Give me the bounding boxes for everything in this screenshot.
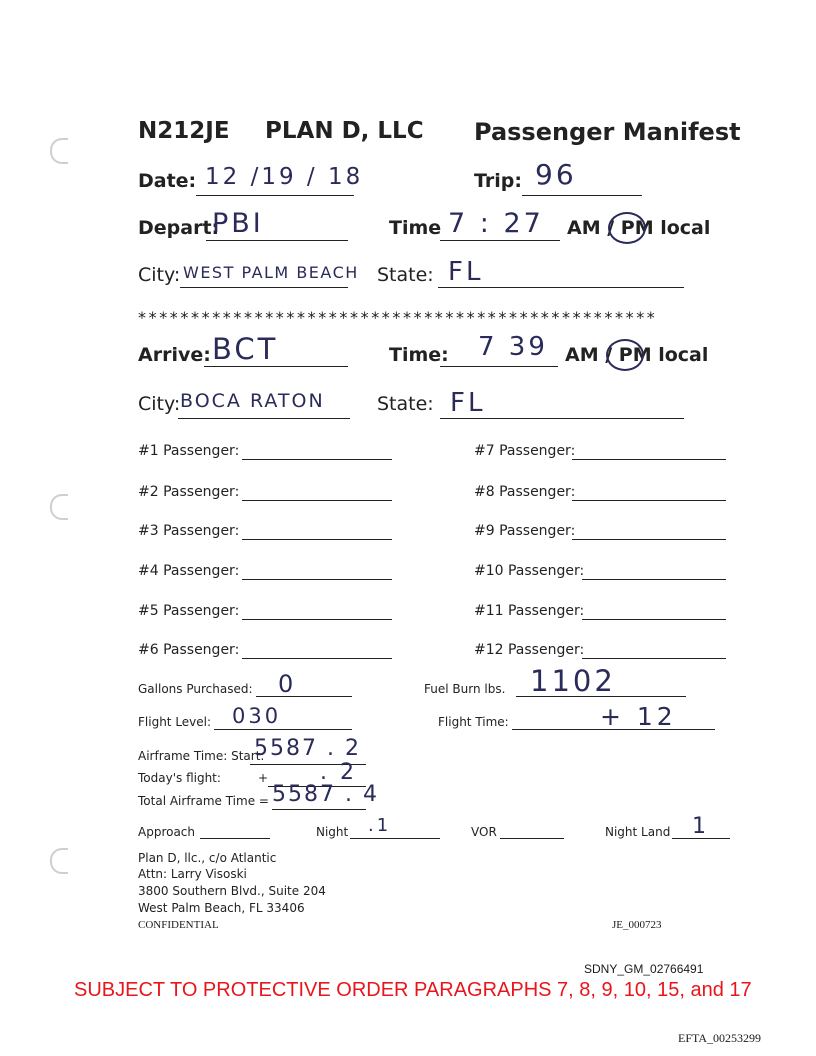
passenger-label: #11 Passenger: — [474, 603, 585, 619]
pm-circle-arrive — [606, 339, 644, 371]
passenger-label: #4 Passenger: — [138, 563, 240, 579]
depart-state-value: FL — [448, 257, 484, 287]
arrive-state-label: State: — [377, 393, 434, 415]
trip-label: Trip: — [474, 170, 522, 192]
depart-value: PBI — [212, 208, 264, 239]
arrive-label: Arrive: — [138, 344, 211, 366]
today-flight-plus: + — [258, 771, 269, 785]
depart-line — [206, 240, 348, 241]
passenger-label: #6 Passenger: — [138, 642, 240, 658]
today-flight-label: Today's flight: — [138, 771, 221, 785]
depart-city-line — [180, 287, 348, 288]
gallons-line — [256, 696, 352, 697]
vor-label: VOR — [471, 825, 497, 839]
arrive-time-line — [440, 366, 558, 367]
arrive-time-label: Time: — [389, 344, 449, 366]
depart-state-line — [438, 287, 684, 288]
approach-line — [200, 838, 270, 839]
depart-time-value: 7 : 27 — [448, 208, 544, 239]
address-line: 3800 Southern Blvd., Suite 204 — [138, 884, 326, 898]
passenger-label: #8 Passenger: — [474, 484, 576, 500]
flight-time-label: Flight Time: — [438, 715, 509, 729]
passenger-line[interactable] — [572, 459, 726, 460]
address-line: Plan D, llc., c/o Atlantic — [138, 851, 277, 865]
arrive-state-value: FL — [450, 388, 486, 418]
asterisk-separator: ************************************************* — [138, 308, 658, 327]
arrive-value: BCT — [212, 332, 279, 366]
night-land-value: 1 — [692, 814, 709, 839]
total-airframe-value: 5587 . 4 — [272, 782, 379, 807]
fuel-burn-value: 1102 — [530, 664, 616, 698]
fuel-burn-label: Fuel Burn lbs. — [424, 682, 506, 696]
passenger-label: #9 Passenger: — [474, 523, 576, 539]
depart-state-label: State: — [377, 264, 434, 286]
binder-hole-bottom — [50, 848, 68, 874]
passenger-label: #5 Passenger: — [138, 603, 240, 619]
page-title: Passenger Manifest — [474, 118, 741, 146]
passenger-line[interactable] — [582, 619, 726, 620]
passenger-line[interactable] — [242, 539, 392, 540]
depart-label: Depart: — [138, 217, 220, 239]
flight-level-label: Flight Level: — [138, 715, 212, 729]
depart-city-label: City: — [138, 264, 181, 286]
approach-label: Approach — [138, 825, 196, 839]
passenger-line[interactable] — [572, 539, 726, 540]
binder-hole-top — [50, 138, 68, 164]
date-line — [196, 195, 354, 196]
passenger-line[interactable] — [582, 579, 726, 580]
depart-ampm: AM / PM local — [567, 217, 711, 239]
flight-level-line — [214, 729, 352, 730]
passenger-line[interactable] — [242, 579, 392, 580]
gallons-value: 0 — [278, 670, 297, 698]
night-label: Night — [316, 825, 349, 839]
tail-number: N212JE — [138, 118, 230, 144]
protective-order-notice: SUBJECT TO PROTECTIVE ORDER PARAGRAPHS 7, 8, 9, 10, 15, and 17 — [74, 979, 752, 1001]
night-line — [350, 838, 440, 839]
je-bates-number: JE_000723 — [612, 919, 662, 931]
passenger-line[interactable] — [582, 658, 726, 659]
arrive-city-line — [178, 418, 350, 419]
flight-time-value: + 12 — [600, 702, 677, 731]
passenger-line[interactable] — [242, 658, 392, 659]
arrive-line — [204, 366, 348, 367]
flight-level-value: 030 — [232, 704, 282, 728]
passenger-label: #3 Passenger: — [138, 523, 240, 539]
passenger-label: #2 Passenger: — [138, 484, 240, 500]
address-line: Attn: Larry Visoski — [138, 867, 247, 881]
night-value: .1 — [368, 815, 392, 836]
sdny-bates-number: SDNY_GM_02766491 — [584, 962, 704, 976]
passenger-label: #12 Passenger: — [474, 642, 585, 658]
passenger-line[interactable] — [572, 500, 726, 501]
depart-time-line — [440, 240, 560, 241]
date-value: 12 /19 / 18 — [205, 164, 364, 190]
efta-bates-number: EFTA_00253299 — [678, 1031, 762, 1045]
trip-value: 96 — [535, 158, 577, 191]
night-land-label: Night Land — [605, 825, 671, 839]
trip-line — [522, 195, 642, 196]
passenger-line[interactable] — [242, 459, 392, 460]
today-flight-value: . 2 — [320, 760, 357, 785]
airframe-start-label: Airframe Time: Start: — [138, 749, 265, 763]
arrive-state-line — [440, 418, 684, 419]
airframe-start-value: 5587 . 2 — [254, 736, 361, 761]
total-airframe-label: Total Airframe Time = — [138, 794, 269, 808]
confidential-stamp: CONFIDENTIAL — [138, 919, 219, 931]
passenger-label: #7 Passenger: — [474, 443, 576, 459]
passenger-line[interactable] — [242, 619, 392, 620]
address-line: West Palm Beach, FL 33406 — [138, 901, 305, 915]
gallons-label: Gallons Purchased: — [138, 682, 253, 696]
passenger-label: #1 Passenger: — [138, 443, 240, 459]
company-name: PLAN D, LLC — [265, 118, 424, 144]
passenger-line[interactable] — [242, 500, 392, 501]
pm-circle — [608, 212, 646, 244]
total-airframe-line — [272, 809, 366, 810]
passenger-label: #10 Passenger: — [474, 563, 585, 579]
arrive-time-value: 7 39 — [478, 332, 548, 362]
depart-time-label: Time — [389, 217, 442, 239]
date-label: Date: — [138, 170, 197, 192]
depart-city-value: WEST PALM BEACH — [183, 263, 359, 282]
arrive-city-label: City: — [138, 393, 181, 415]
vor-line — [500, 838, 564, 839]
binder-hole-middle — [50, 494, 68, 520]
arrive-city-value: BOCA RATON — [180, 390, 325, 412]
arrive-ampm: AM / PM local — [565, 344, 709, 366]
